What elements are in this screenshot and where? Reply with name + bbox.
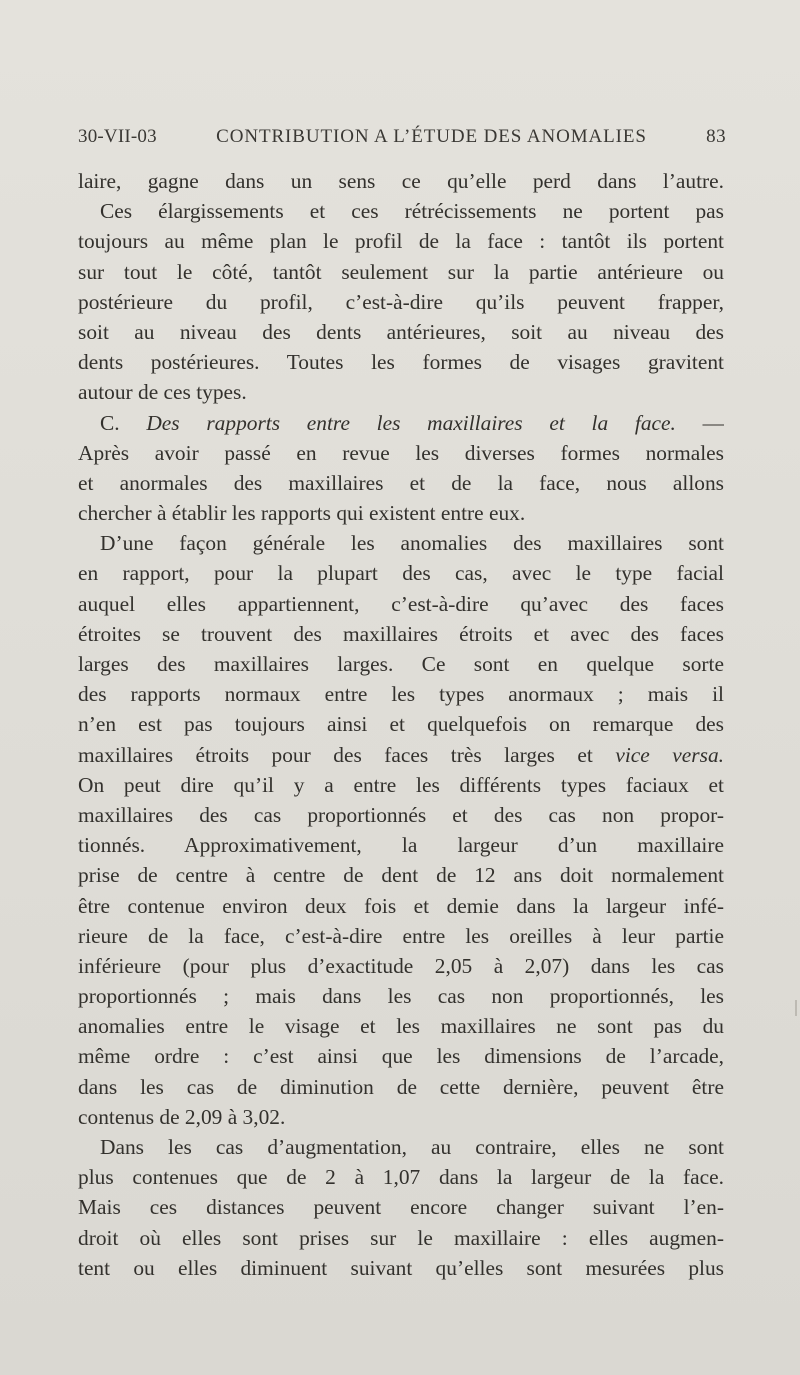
- text-line: Dans les cas d’augmentation, au contraire, elles ne sont: [100, 1135, 724, 1159]
- text-line: et anormales des maxillaires et de la face, nous allons: [78, 470, 724, 495]
- text-line: sur tout le côté, tantôt seulement sur la partie antérieure ou: [78, 259, 724, 284]
- text-line: Mais ces distances peuvent encore changer suivant l’en-: [78, 1195, 724, 1220]
- text-line: n’en est pas toujours ainsi et quelquefois on remarque des: [78, 712, 724, 737]
- vice-line-italic: vice versa.: [615, 742, 724, 767]
- text-line: D’une façon générale les anomalies des maxillaires sont: [100, 531, 724, 556]
- header-date: 30-VII-03: [78, 126, 157, 147]
- text-line: dents postérieures. Toutes les formes de visages gravitent: [78, 350, 724, 375]
- vice-line-before: maxillaires étroits pour des faces très larges et: [78, 742, 593, 767]
- text-line: auquel elles appartiennent, c’est-à-dire qu’avec des faces: [78, 591, 724, 616]
- text-line: larges des maxillaires larges. Ce sont en quelque sorte: [78, 652, 724, 676]
- text-line: Ces élargissements et ces rétrécissements ne portent pas: [100, 199, 724, 224]
- section-c-heading: [78, 408, 724, 438]
- text-line: On peut dire qu’il y a entre les différents types faciaux et: [78, 772, 724, 797]
- paragraph-group-1: [78, 166, 724, 408]
- header-title: CONTRIBUTION A L’ÉTUDE DES ANOMALIES: [216, 126, 647, 147]
- text-line: être contenue environ deux fois et demie dans la largeur infé-: [78, 893, 724, 918]
- page-number: 83: [706, 126, 726, 147]
- body-text: [78, 166, 724, 1283]
- text-line: tionnés. Approximativement, la largeur d’un maxillaire: [78, 833, 724, 858]
- text-line: laire, gagne dans un sens ce qu’elle perd dans l’autre.: [78, 169, 724, 193]
- text-line: soit au niveau des dents antérieures, soit au niveau des: [78, 319, 724, 344]
- running-header: [78, 126, 726, 148]
- text-line: même ordre : c’est ainsi que les dimensions de l’arcade,: [78, 1044, 724, 1069]
- text-line: prise de centre à centre de dent de 12 ans doit normalement: [78, 863, 724, 888]
- text-line: proportionnés ; mais dans les cas non proportionnés, les: [78, 984, 724, 1009]
- text-line: dans les cas de diminution de cette dernière, peuvent être: [78, 1074, 724, 1099]
- text-line: contenus de 2,09 à 3,02.: [78, 1104, 286, 1129]
- text-line: en rapport, pour la plupart des cas, avec le type facial: [78, 561, 724, 586]
- section-c-dash: —: [702, 410, 724, 435]
- text-line: des rapports normaux entre les types anormaux ; mais il: [78, 682, 724, 707]
- text-line: chercher à établir les rapports qui existent entre eux.: [78, 501, 526, 526]
- text-line: postérieure du profil, c’est-à-dire qu’ils peuvent frapper,: [78, 289, 724, 314]
- text-line: droit où elles sont prises sur le maxillaire : elles augmen-: [78, 1225, 724, 1250]
- text-line: autour de ces types.: [78, 380, 247, 405]
- text-line: toujours au même plan le profil de la face : tantôt ils portent: [78, 229, 724, 254]
- section-c-title: Des rapports entre les maxillaires et la face.: [146, 410, 676, 435]
- text-line: rieure de la face, c’est-à-dire entre les oreilles à leur partie: [78, 923, 724, 948]
- text-line: inférieure (pour plus d’exactitude 2,05 à 2,07) dans les cas: [78, 953, 724, 978]
- text-line: anomalies entre le visage et les maxillaires ne sont pas du: [78, 1014, 724, 1039]
- text-line: plus contenues que de 2 à 1,07 dans la largeur de la face.: [78, 1165, 724, 1190]
- text-line: tent ou elles diminuent suivant qu’elles sont mesurées plus: [78, 1255, 724, 1280]
- text-line: Après avoir passé en revue les diverses formes normales: [78, 440, 724, 465]
- paragraph-group-2: [78, 438, 724, 740]
- text-line-vice-versa: [78, 740, 724, 770]
- paper-mark: [795, 1000, 797, 1016]
- text-line: étroites se trouvent des maxillaires étroits et avec des faces: [78, 621, 724, 646]
- section-c-label: C.: [100, 410, 120, 435]
- text-line: maxillaires des cas proportionnés et des cas non propor-: [78, 802, 724, 827]
- paragraph-group-3: [78, 770, 724, 1283]
